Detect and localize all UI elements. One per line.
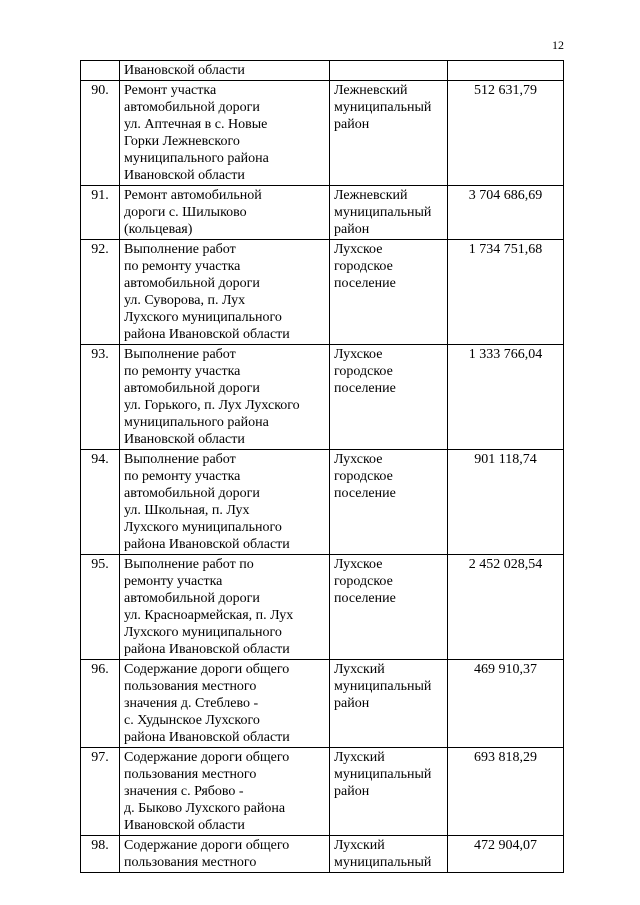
row-number-cell: 96. [81,660,120,748]
table-row [81,345,564,450]
amount-cell: 2 452 028,54 [448,555,564,660]
amount-cell: 469 910,37 [448,660,564,748]
row-number-cell: 93. [81,345,120,450]
table-row [81,186,564,240]
municipality-cell: Лухский муниципальный [330,836,448,873]
municipality-cell: Лухское городское поселение [330,450,448,555]
road-name-cell: Выполнение работ по ремонту участка автомобильной дороги ул. Красноармейская, п. Лух Лухского муниципального района Ивановской области [120,555,330,660]
municipality-cell: Лухское городское поселение [330,345,448,450]
row-number-cell: 98. [81,836,120,873]
amount-cell: 693 818,29 [448,748,564,836]
road-name-cell: Выполнение работ по ремонту участка автомобильной дороги ул. Школьная, п. Лух Лухского муниципального района Ивановской области [120,450,330,555]
amount-cell: 512 631,79 [448,81,564,186]
road-name-cell: Выполнение работ по ремонту участка автомобильной дороги ул. Суворова, п. Лух Лухского муниципального района Ивановской области [120,240,330,345]
table-row [81,836,564,873]
municipality-cell: Лухский муниципальный район [330,660,448,748]
amount-cell: 472 904,07 [448,836,564,873]
amount-cell: 1 333 766,04 [448,345,564,450]
row-number-cell: 95. [81,555,120,660]
road-name-cell: Содержание дороги общего пользования местного значения д. Стеблево - с. Худынское Лухского района Ивановской области [120,660,330,748]
amount-cell: 901 118,74 [448,450,564,555]
row-number-cell: 90. [81,81,120,186]
municipality-cell: Лежневский муниципальный район [330,81,448,186]
table-row [81,660,564,748]
row-number-cell: 92. [81,240,120,345]
amount-cell [448,61,564,81]
row-number-cell: 91. [81,186,120,240]
road-name-cell: Содержание дороги общего пользования местного [120,836,330,873]
table-row [81,748,564,836]
table-row [81,240,564,345]
table-row [81,450,564,555]
road-name-cell: Ивановской области [120,61,330,81]
row-number-cell: 97. [81,748,120,836]
table-row [81,555,564,660]
row-number-cell [81,61,120,81]
municipality-cell: Лежневский муниципальный район [330,186,448,240]
table-row-continuation [81,61,564,81]
amount-cell: 3 704 686,69 [448,186,564,240]
municipality-cell [330,61,448,81]
road-name-cell: Выполнение работ по ремонту участка автомобильной дороги ул. Горького, п. Лух Лухского муниципального района Ивановской области [120,345,330,450]
amount-cell: 1 734 751,68 [448,240,564,345]
road-name-cell: Ремонт участка автомобильной дороги ул. Аптечная в с. Новые Горки Лежневского муниципального района Ивановской области [120,81,330,186]
roads-table [80,60,564,873]
municipality-cell: Лухское городское поселение [330,555,448,660]
road-name-cell: Содержание дороги общего пользования местного значения с. Рябово - д. Быково Лухского района Ивановской области [120,748,330,836]
municipality-cell: Лухское городское поселение [330,240,448,345]
page-number: 12 [552,38,564,52]
road-name-cell: Ремонт автомобильной дороги с. Шилыково (кольцевая) [120,186,330,240]
table-row [81,81,564,186]
row-number-cell: 94. [81,450,120,555]
municipality-cell: Лухский муниципальный район [330,748,448,836]
